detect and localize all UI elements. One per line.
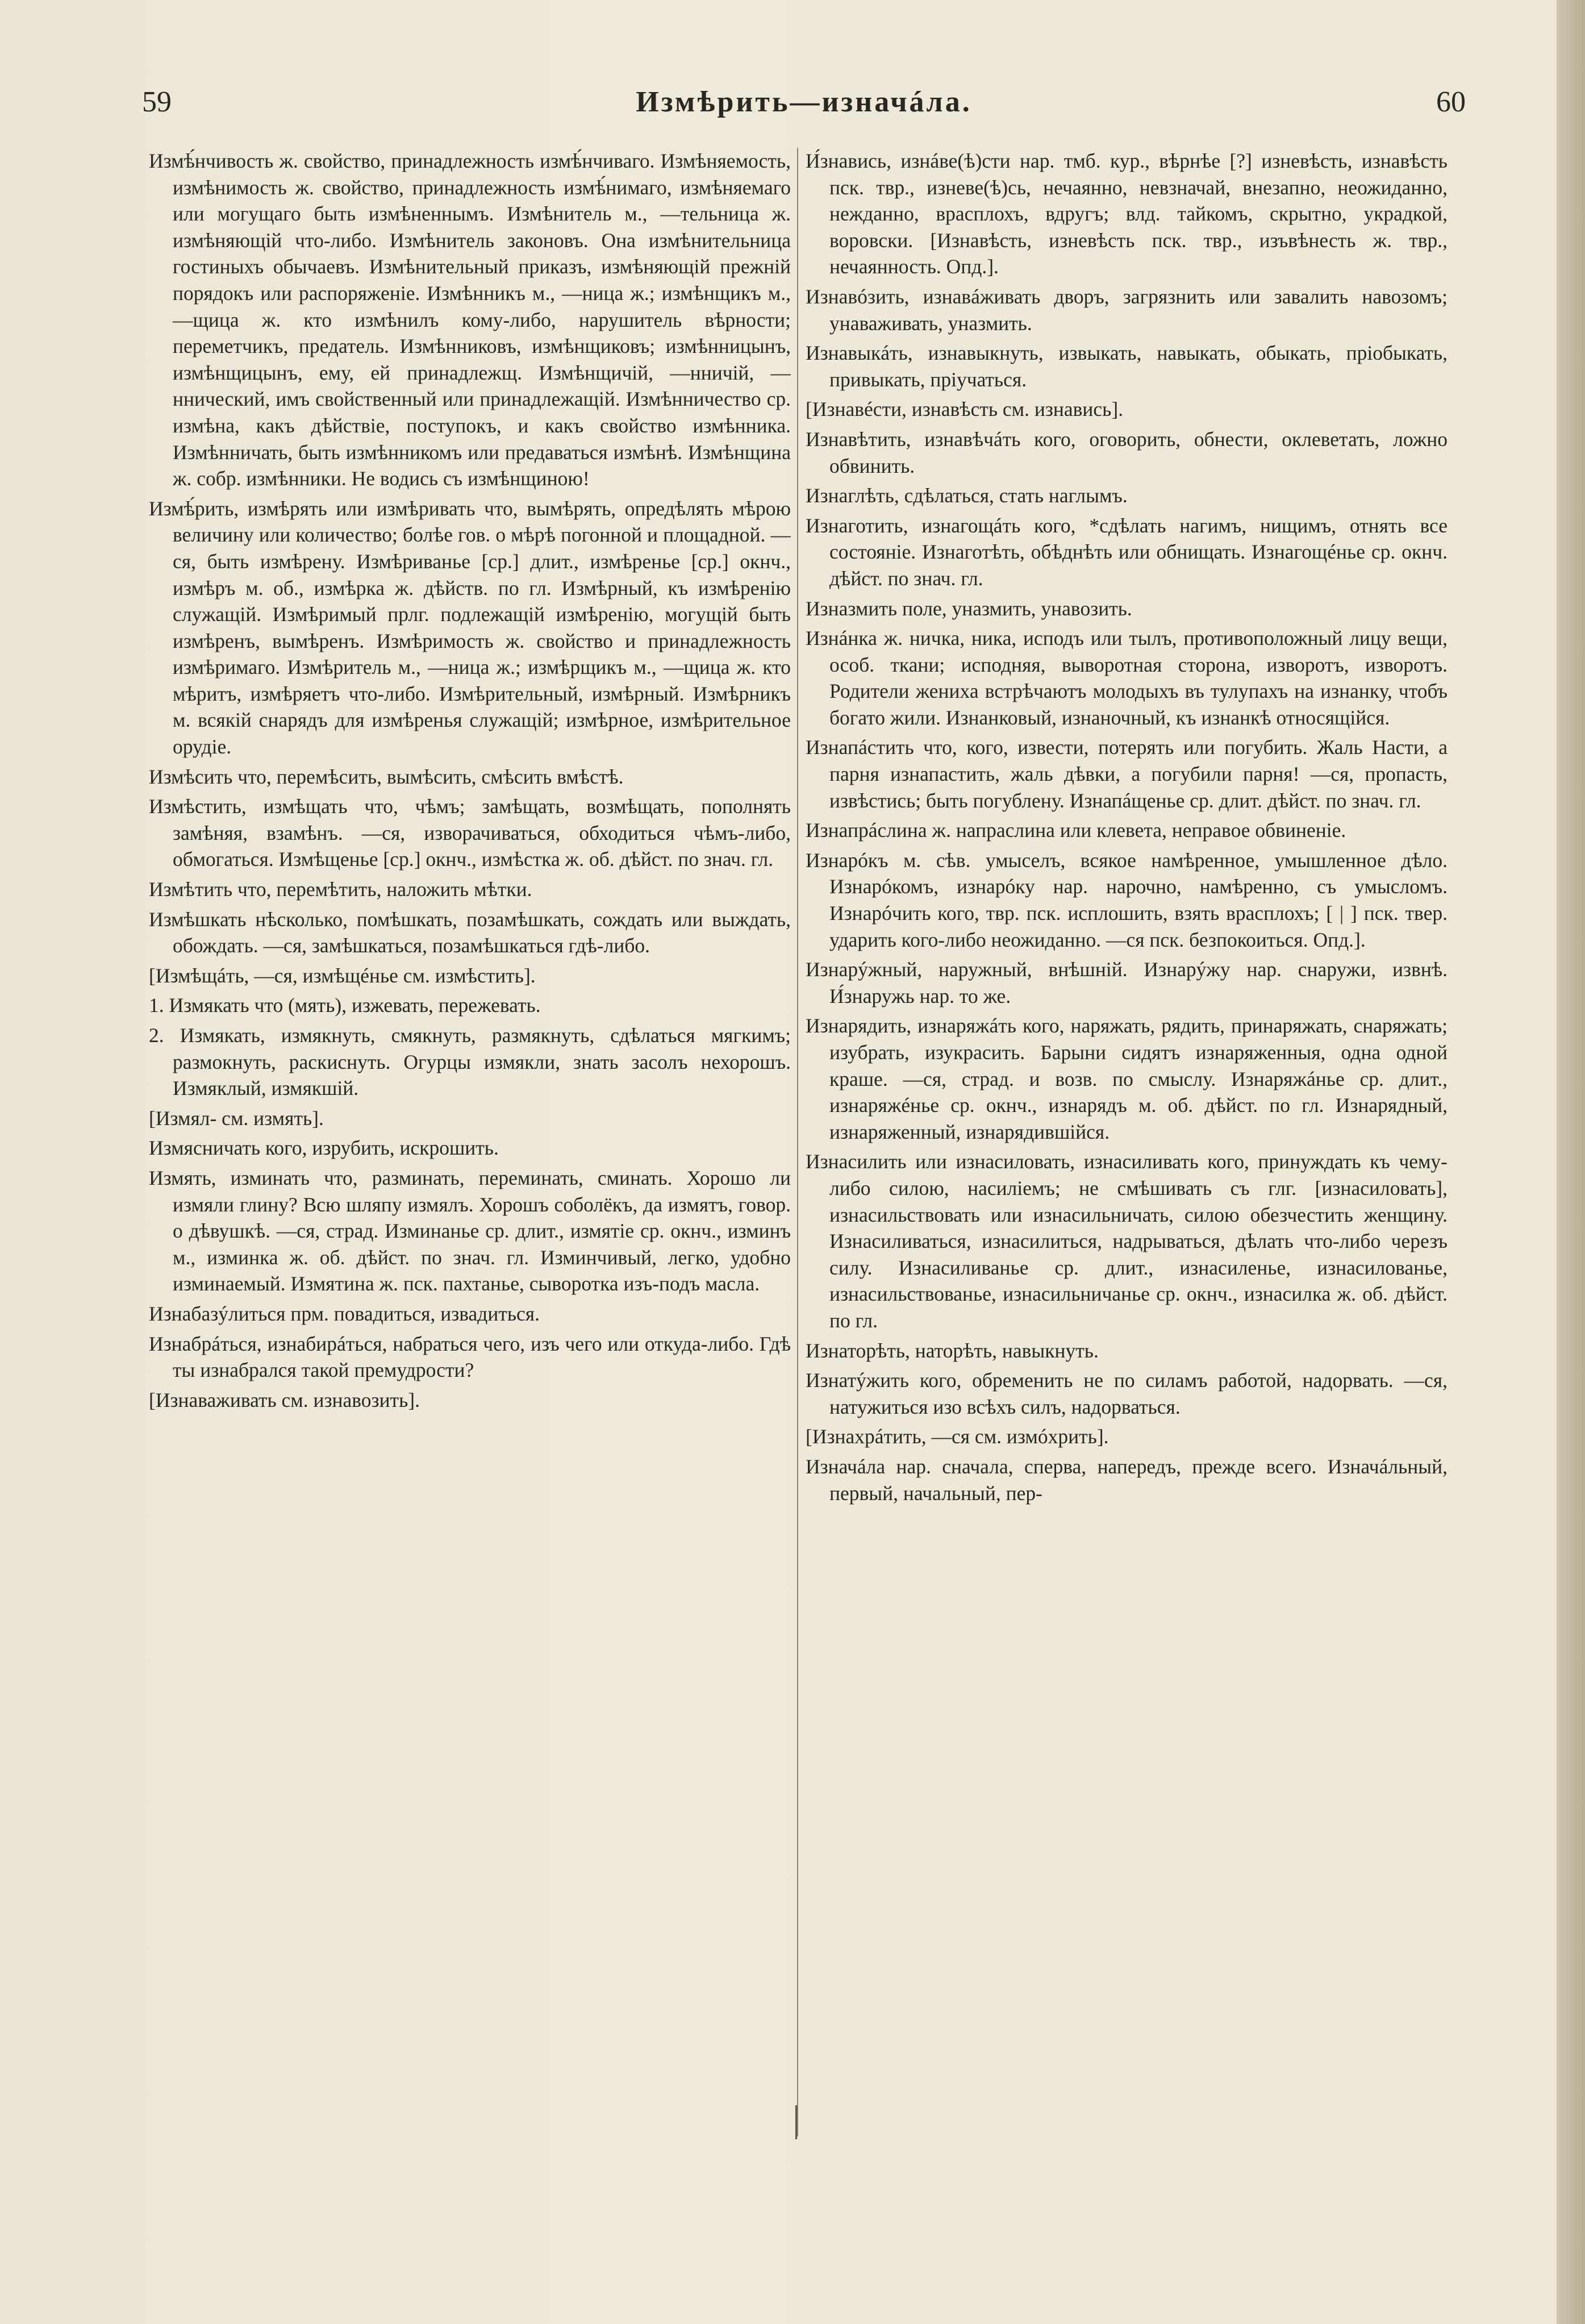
dictionary-entry: Измѣшкать нѣсколько, помѣшкать, позамѣшкать, сождать или выждать, обождать. —ся, замѣшкаться, позамѣшкаться гдѣ-либо. [149,907,791,957]
dictionary-entry: Изназмить поле, уназмить, унавозить. [806,597,1132,620]
dictionary-entry: Изнаглѣть, сдѣлаться, стать наглымъ. [806,484,1128,507]
dictionary-entry: Изнáнка ж. ничка, ника, исподъ или тылъ, противоположный лицу вещи, особ. ткани; исподняя, выворотная сторона, изворотъ, изворотъ. Родители жениха встрѣчаютъ молодыхъ въ тулупахъ на изнанку, чтобъ богато жили. Изнанковый, изнаночный, къ изнанкѣ относящійся. [806,627,1448,729]
column-divider [797,148,798,2136]
dictionary-entry: [Изнахрáтить, —ся см. измóхрить]. [806,1425,1109,1448]
dictionary-entry: Изнарýжный, наружный, внѣшній. Изнарýжу нар. снаружи, извнѣ. И́знаружь нар. то же. [806,958,1448,1007]
dictionary-entry: Изнасилить или изнасиловать, изнасиливать кого, принуждать къ чему-либо силою, насиліемъ; не смѣшивать съ глг. [изнасиловать], изнасильствовать или изнасильничать, силою обезчестить женщину. Изнасиливаться, изнасилиться, надрываться, дѣлать что-либо черезъ силу. Изнасиливанье ср. длит., изнасиленье, изнасилованье, изнасильствованье, изнасильничанье ср. окнч., изнасилка ж. об. дѣйст. по гл. [806,1150,1448,1332]
dictionary-entry: [Измѣщáть, —ся, измѣщéнье см. измѣстить]. [149,964,536,987]
dictionary-entry: Изнарядить, изнаряжáть кого, наряжать, рядить, принаряжать, снаряжать; изубрать, изукрасить. Барыни сидятъ изнаряженныя, одна одной краше. —ся, страд. и возв. по смыслу. Изнаряжáнье ср. длит., изнаряжéнье ср. окнч., изнарядъ м. об. дѣйст. по гл. Изнарядный, изнаряженный, изнарядившійся. [806,1014,1448,1143]
right-column [806,148,1448,2136]
dictionary-entry: Изнаготить, изнагощáть кого, *сдѣлать нагимъ, нищимъ, отнять все состояніе. Изнаготѣть, обѣднѣть или обнищать. Изнагощéнье ср. окнч. дѣйст. по знач. гл. [806,514,1448,590]
dictionary-entry: Изнаторѣть, наторѣть, навыкнуть. [806,1339,1099,1362]
dictionary-entry: Измѣ́нчивость ж. свойство, принадлежность измѣ́нчиваго. Измѣняемость, измѣнимость ж. свойство, принадлежность измѣ́нимаго, измѣняемаго или могущаго быть измѣненнымъ. Измѣнитель м., —тельница ж. измѣняющій что-либо. Измѣнитель законовъ. Она измѣнительница гостиныхъ обычаевъ. Измѣнительный приказъ, измѣняющій прежній порядокъ или распоряженіе. Измѣнникъ м., —ница ж.; измѣнщикъ м., —щица ж. кто измѣнилъ кому-либо, нарушитель вѣрности; переметчикъ, предатель. Измѣнниковъ, измѣнщиковъ; измѣнницынъ, измѣнщицынъ, ему, ей принадлежщ. Измѣнщичій, —нничій, —ннический, имъ свойственный или принадлежащій. Измѣнничество ср. измѣна, какъ дѣйствіе, поступокъ, и какъ свойство измѣнника. Измѣнничать, быть измѣнникомъ или предаваться измѣнѣ. Измѣнщина ж. собр. измѣнники. Не водись съ измѣнщиною! [149,149,791,490]
dictionary-entry: Измять, изминать что, разминать, переминать, сминать. Хорошо ли измяли глину? Всю шляпу измялъ. Хорошъ соболёкъ, да измятъ, говор. о дѣвушкѣ. —ся, страд. Изминанье ср. длит., измятіе ср. окнч., изминъ м., изминка ж. об. дѣйст. по знач. гл. Изминчивый, легко, удобно изминаемый. Измятина ж. пск. пахтанье, сыворотка изъ-подъ масла. [149,1166,791,1296]
dictionary-entry: Изнапáстить что, кого, извести, потерять или погубить. Жаль Насти, а парня изнапастить, жаль дѣвки, а погубили парня! —ся, пропасть, извѣстись; быть погублену. Изнапáщенье ср. длит. дѣйст. по знач. гл. [806,736,1448,812]
dictionary-entry: Измясничать кого, изрубить, искрошить. [149,1136,499,1160]
divider-mark [795,2105,800,2139]
dictionary-entry: 1. Измякать что (мять), изжевать, пережевать. [149,994,541,1017]
dictionary-entry: Изнавóзить, изнавáживать дворъ, загрязнить или завалить навозомъ; унаваживать, уназмить. [806,285,1448,335]
page-header [142,85,1466,125]
running-title: Измѣрить—изначáла. [636,86,972,118]
dictionary-entry: [Изнаваживать см. изнавозить]. [149,1388,420,1411]
dictionary-entry: Изнатýжить кого, обременить не по силамъ работой, надорвать. —ся, натужиться изо всѣхъ силъ, надорваться. [806,1369,1448,1418]
right-page-number: 60 [1436,86,1466,118]
dictionary-entry: Изнабазýлиться прм. повадиться, извадиться. [149,1302,540,1325]
dictionary-entry: Изначáла нар. сначала, сперва, напередъ, прежде всего. Изначáльный, первый, начальный, пер- [806,1455,1448,1505]
dictionary-entry: 2. Измякать, измякнуть, смякнуть, размякнуть, сдѣлаться мягкимъ; размокнуть, раскиснуть. Огурцы измякли, знать засолъ нехорошъ. Измяклый, измякшій. [149,1024,791,1100]
dictionary-entry: Изнапрáслина ж. напраслина или клевета, неправое обвиненіе. [806,819,1346,842]
page-edge [1557,0,1585,2324]
dictionary-entry: Измѣтить что, перемѣтить, наложить мѣтки. [149,878,532,901]
dictionary-entry: Измѣстить, измѣщать что, чѣмъ; замѣщать, возмѣщать, пополнять замѣняя, взамѣнъ. —ся, изворачиваться, обходиться чѣмъ-либо, обмогаться. Измѣщенье [ср.] окнч., измѣстка ж. об. дѣйст. по знач. гл. [149,795,791,871]
dictionary-entry: Измѣсить что, перемѣсить, вымѣсить, смѣсить вмѣстѣ. [149,765,624,788]
dictionary-entry: [Изнавéсти, изнавѣсть см. изнавись]. [806,398,1124,421]
dictionary-entry: [Измял- см. измять]. [149,1106,324,1130]
dictionary-entry: Изнарóкъ м. сѣв. умыселъ, всякое намѣренное, умышленное дѣло. Изнарóкомъ, изнарóку нар. нарочно, намѣренно, съ умысломъ. Изнарóчить кого, твр. пск. исплошить, взять врасплохъ; [ | ] пск. твер. ударить кого-либо неожиданно. —ся пск. безпокоиться. Опд.]. [806,848,1448,951]
dictionary-entry: Изнабрáться, изнабирáться, набраться чего, изъ чего или откуда-либо. Гдѣ ты изнабрался такой премудрости? [149,1332,791,1382]
dictionary-entry: Измѣ́рить, измѣрять или измѣривать что, вымѣрять, опредѣлять мѣрою величину или количество; болѣе гов. о мѣрѣ погонной и площадной. —ся, быть измѣрену. Измѣриванье [ср.] длит., измѣренье [ср.] окнч., измѣръ м. об., измѣрка ж. дѣйств. по гл. Измѣрный, къ измѣренію служащій. Измѣримый прлг. подлежащій измѣренію, могущій быть измѣренъ, вымѣренъ. Измѣримость ж. свойство и принадлежность измѣримаго. Измѣритель м., —ница ж.; измѣрщикъ м., —щица ж. кто мѣритъ, измѣряетъ что-либо. Измѣрительный, измѣрный. Измѣрникъ м. всякій снарядъ для измѣренья служащій; измѣрное, измѣрительное орудіе. [149,497,791,759]
dictionary-entry: И́знавись, изнáве(ѣ)сти нар. тмб. кур., вѣрнѣе [?] изневѣсть, изнавѣсть пск. твр., изневе(ѣ)сь, нечаянно, невзначай, внезапно, неожиданно, нежданно, врасплохъ, вдругъ; влд. тайкомъ, скрытно, украдкой, воровски. [Изнавѣсть, изневѣсть пск. твр., изъвѣнесть ж. твр., нечаянность. Опд.]. [806,149,1448,278]
left-page-number: 59 [142,86,172,118]
dictionary-entry: Изнавѣтить, изнавѣчáть кого, оговорить, обнести, оклеветать, ложно обвинить. [806,427,1448,477]
left-column [149,148,791,2136]
dictionary-entry: Изнавыкáть, изнавыкнуть, извыкать, навыкать, обыкать, пріобыкать, привыкать, пріучаться. [806,341,1448,391]
